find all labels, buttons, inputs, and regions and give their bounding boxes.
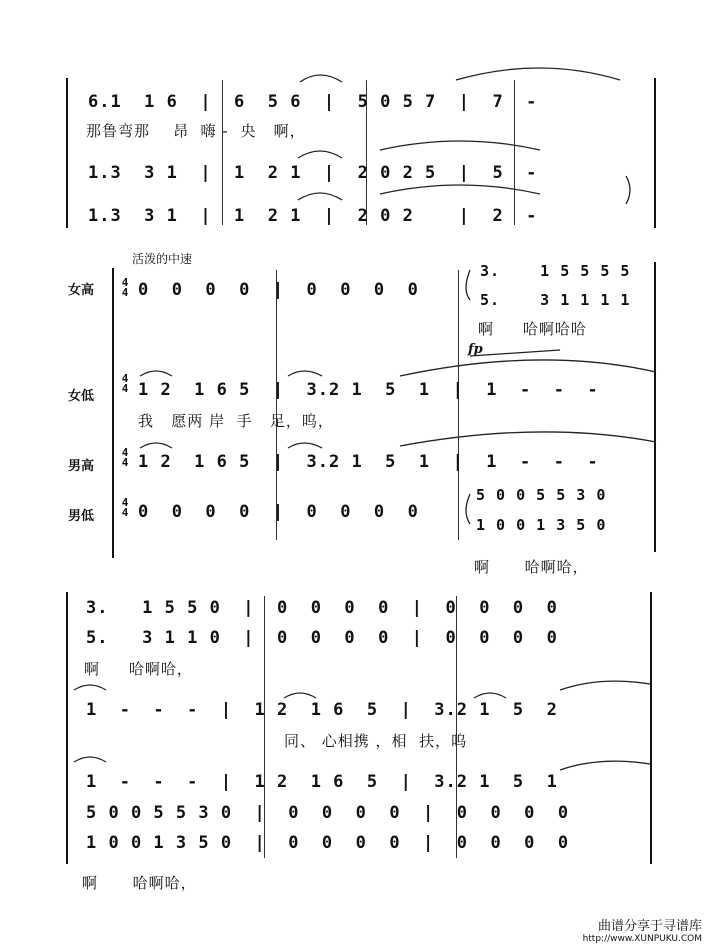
notation-line: 5. 3 1 1 0 | 0 0 0 0 | 0 0 0 0 (86, 628, 558, 648)
lyric-line: 啊 哈啊哈哈 (478, 320, 587, 338)
notation-line: 1 2 1 6 5 | 3.2 1 5 1 | 1 - - - (138, 380, 599, 400)
chord-upper: 5 0 0 5 5 3 0 (476, 486, 607, 504)
watermark-title: 曲谱分享于寻谱库 (597, 919, 702, 934)
time-signature: 4 4 (121, 446, 129, 469)
lyric-line: 我 愿两 岸 手 足，呜， (138, 412, 334, 430)
lyric-line: 啊 哈啊哈， (82, 874, 197, 892)
lyric-line: 那鲁弯那 昂 嗨 - 央 啊， (86, 122, 306, 140)
watermark (583, 915, 702, 944)
notation-line: 5 0 0 5 5 3 0 | 0 0 0 0 | 0 0 0 0 (86, 803, 570, 823)
chord-lower: 5. 3 1 1 1 1 (480, 291, 631, 309)
tempo-marking: 活泼的中速 (132, 252, 193, 266)
notation-line: 1.3 3 1 | 1 2 1 | 2 0 2 5 | 5 - (88, 163, 538, 183)
notation-line: 0 0 0 0 | 0 0 0 0 (138, 280, 419, 300)
lyric-line: 啊 哈啊哈， (474, 558, 589, 576)
notation-line: 1 - - - | 1 2 1 6 5 | 3.2 1 5 2 (86, 700, 558, 720)
watermark-url: http://www.XUNPUKU.COM (582, 934, 702, 944)
notation-line: 1 2 1 6 5 | 3.2 1 5 1 | 1 - - - (138, 452, 599, 472)
part-label: 男低 (68, 509, 95, 524)
time-signature: 4 4 (121, 372, 129, 395)
part-label: 男高 (68, 459, 95, 474)
notation-line: 6.1 1 6 | 6 5 6 | 5 0 5 7 | 7 - (88, 92, 538, 112)
lyric-line: 啊 哈啊哈， (84, 660, 193, 678)
chord-upper: 3. 1 5 5 5 5 (480, 262, 631, 280)
part-label: 女高 (68, 283, 95, 298)
notation-line: 1.3 3 1 | 1 2 1 | 2 0 2 | 2 - (88, 206, 538, 226)
notation-line: 3. 1 5 5 0 | 0 0 0 0 | 0 0 0 0 (86, 598, 558, 618)
time-signature: 4 4 (121, 496, 129, 519)
chord-lower: 1 0 0 1 3 5 0 (476, 516, 607, 534)
part-label: 女低 (68, 389, 95, 404)
dynamic-marking: fp (468, 342, 483, 357)
notation-line: 1 0 0 1 3 5 0 | 0 0 0 0 | 0 0 0 0 (86, 833, 570, 853)
time-signature: 4 4 (121, 276, 129, 299)
notation-line: 1 - - - | 1 2 1 6 5 | 3.2 1 5 1 (86, 772, 558, 792)
notation-line: 0 0 0 0 | 0 0 0 0 (138, 502, 419, 522)
lyric-line: 同、 心相携 ，相 扶，呜 (284, 732, 468, 750)
